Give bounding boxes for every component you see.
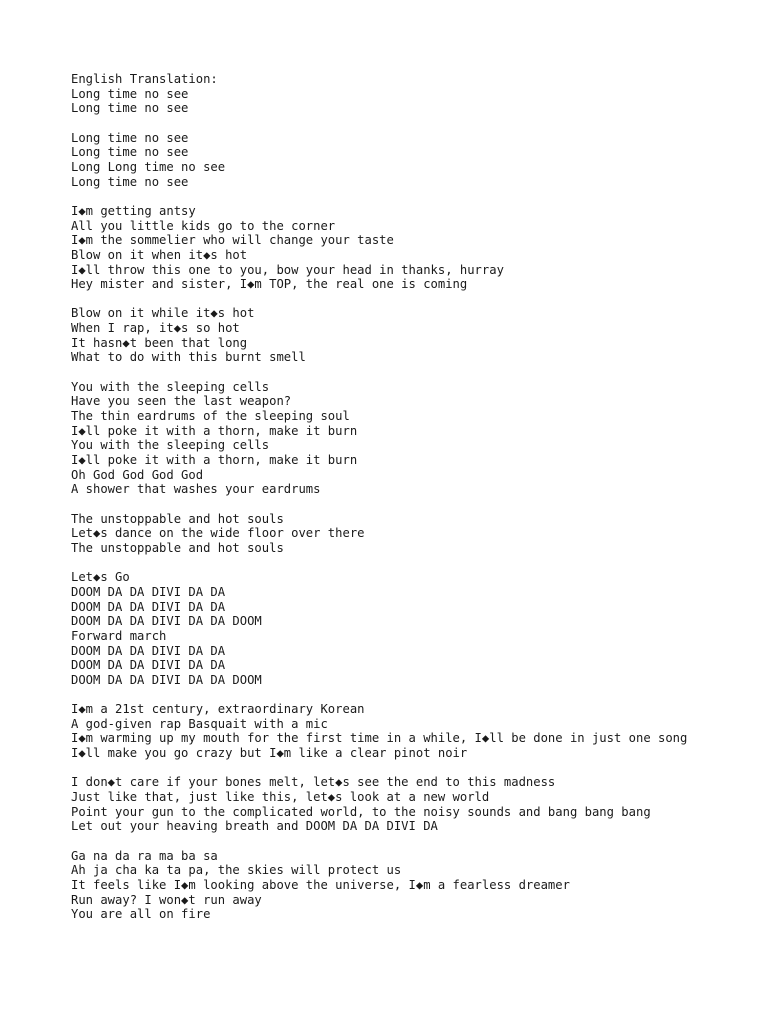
lyric-line: Let◆s Go <box>71 570 130 585</box>
lyric-line: A god-given rap Basquait with a mic <box>71 716 328 731</box>
lyric-line: I◆ll poke it with a thorn, make it burn <box>71 423 358 438</box>
lyric-line: Hey mister and sister, I◆m TOP, the real one is coming <box>71 277 468 292</box>
lyric-line: Blow on it while it◆s hot <box>71 306 255 321</box>
lyric-line: Long Long time no see <box>71 159 226 174</box>
lyric-line: Long time no see <box>71 145 189 160</box>
lyric-line: When I rap, it◆s so hot <box>71 321 240 336</box>
lyric-line: DOOM DA DA DIVI DA DA <box>71 599 226 614</box>
lyric-line: I◆m warming up my mouth for the first time in a while, I◆ll be done in just one song <box>71 731 688 746</box>
lyric-line: The unstoppable and hot souls <box>71 540 284 555</box>
document-title: English Translation: <box>71 72 218 86</box>
stanza <box>71 570 691 687</box>
lyric-line: Ah ja cha ka ta pa, the skies will protect us <box>71 863 402 878</box>
lyric-line: Point your gun to the complicated world, to the noisy sounds and bang bang bang <box>71 804 651 819</box>
stanza <box>71 849 691 922</box>
lyric-line: I◆ll make you go crazy but I◆m like a clear pinot noir <box>71 746 468 761</box>
lyric-line: Have you seen the last weapon? <box>71 394 292 409</box>
lyric-line: Just like that, just like this, let◆s look at a new world <box>71 790 490 805</box>
lyric-line: Long time no see <box>71 130 189 145</box>
lyric-line: I◆m the sommelier who will change your taste <box>71 233 394 248</box>
stanza <box>71 306 691 365</box>
lyric-line: Ga na da ra ma ba sa <box>71 848 218 863</box>
lyric-line: It hasn◆t been that long <box>71 335 248 350</box>
stanza <box>71 512 691 556</box>
lyric-line: DOOM DA DA DIVI DA DA DOOM <box>71 614 262 629</box>
lyric-line: All you little kids go to the corner <box>71 218 336 233</box>
stanza-list <box>71 87 691 922</box>
stanza <box>71 775 691 834</box>
lyric-line: DOOM DA DA DIVI DA DA <box>71 658 226 673</box>
lyric-line: I◆ll poke it with a thorn, make it burn <box>71 453 358 467</box>
lyric-line: Blow on it when it◆s hot <box>71 247 248 262</box>
lyric-line: Long time no see <box>71 86 189 101</box>
lyric-line: I don◆t care if your bones melt, let◆s see the end to this madness <box>71 775 556 790</box>
lyric-line: A shower that washes your eardrums <box>71 482 321 497</box>
lyric-line: Run away? I won◆t run away <box>71 892 262 907</box>
stanza <box>71 702 691 761</box>
lyric-line: Long time no see <box>71 101 189 116</box>
lyric-line: Let◆s dance on the wide floor over there <box>71 526 365 541</box>
lyric-line: The thin eardrums of the sleeping soul <box>71 409 350 424</box>
lyric-line: I◆m getting antsy <box>71 203 196 218</box>
lyric-line: I◆m a 21st century, extraordinary Korean <box>71 702 365 717</box>
lyric-line: It feels like I◆m looking above the universe, I◆m a fearless dreamer <box>71 877 570 892</box>
lyric-line: DOOM DA DA DIVI DA DA <box>71 643 226 658</box>
lyric-line: DOOM DA DA DIVI DA DA <box>71 584 226 599</box>
lyric-line: You with the sleeping cells <box>71 438 270 453</box>
stanza <box>71 131 691 190</box>
lyric-line: Long time no see <box>71 174 189 189</box>
lyric-line: Forward march <box>71 628 167 643</box>
lyric-line: DOOM DA DA DIVI DA DA DOOM <box>71 672 262 687</box>
lyric-line: You with the sleeping cells <box>71 379 270 394</box>
stanza <box>71 87 691 116</box>
lyrics-document <box>71 72 691 937</box>
stanza <box>71 204 691 292</box>
lyric-line: Oh God God God God <box>71 467 204 482</box>
lyric-line: The unstoppable and hot souls <box>71 511 284 526</box>
lyric-line: I◆ll throw this one to you, bow your head in thanks, hurray <box>71 262 504 277</box>
lyric-line: What to do with this burnt smell <box>71 350 306 365</box>
lyric-line: Let out your heaving breath and DOOM DA DA DIVI DA <box>71 819 438 834</box>
lyric-line: You are all on fire <box>71 907 211 922</box>
stanza <box>71 380 691 497</box>
